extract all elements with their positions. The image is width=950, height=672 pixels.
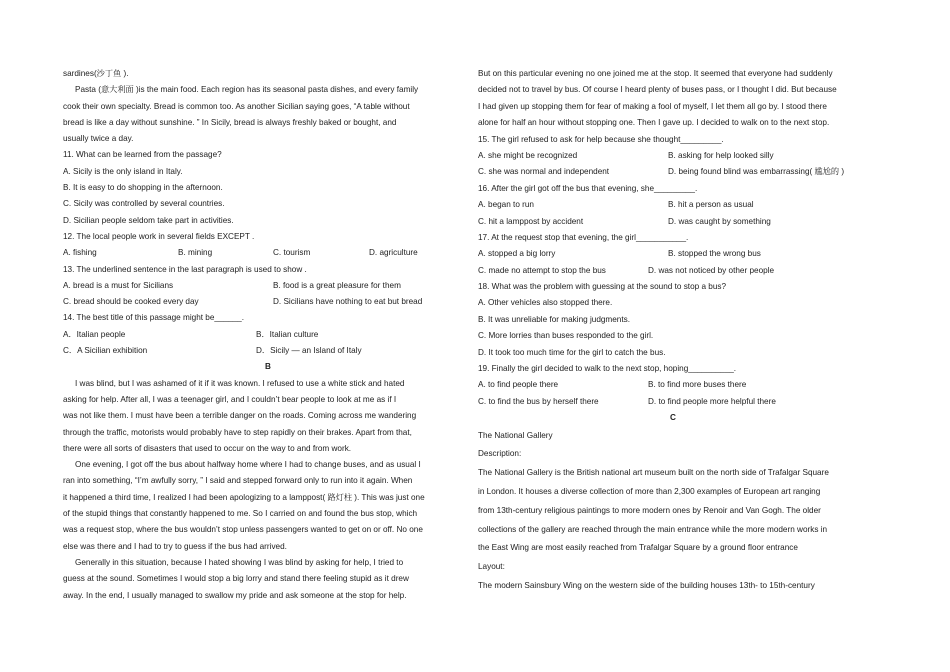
q14-option-b: B．Italian culture (256, 329, 319, 339)
q13-option-a: A. bread is a must for Sicilians (63, 280, 174, 290)
text-line: else was there and I had to try to guess if the bus had arrived. (63, 541, 287, 551)
text-line: The National Gallery is the British national art museum built on the north side of Trafalgar Square (478, 468, 829, 478)
q16-options-row1 (478, 197, 868, 213)
q13-options-row1 (63, 278, 473, 294)
q12-option-c: C. tourism (273, 248, 311, 258)
q15-options-row1 (478, 148, 868, 164)
q13-option-c: C. bread should be cooked every day (63, 297, 199, 307)
q17-options-row1 (478, 246, 868, 262)
layout-label: Layout: (478, 562, 505, 572)
question-15-stem: 15. The girl refused to ask for help because she thought_________. (478, 134, 724, 144)
q18-option-d: D. It took too much time for the girl to catch the bus. (478, 347, 666, 357)
q14-options-row1 (63, 327, 473, 343)
q15-option-c: C. she was normal and independent (478, 167, 610, 177)
text-line: guess at the sound. Sometimes I would stop a big lorry and stand there feeling stupid as it drew (63, 574, 409, 584)
q15-option-a: A. she might be recognized (478, 150, 578, 160)
q19-options-row1 (478, 377, 868, 393)
gallery-title: The National Gallery (478, 430, 553, 440)
q16-options-row2 (478, 214, 868, 230)
question-16-stem: 16. After the girl got off the bus that evening, she_________. (478, 183, 698, 193)
q14-options-row2 (63, 343, 473, 359)
question-17-stem: 17. At the request stop that evening, the girl___________. (478, 232, 689, 242)
text-line: there were all sorts of disasters that used to occur on the way to and from work. (63, 443, 352, 453)
q18-option-c: C. More lorries than buses responded to the girl. (478, 331, 654, 341)
text-line: was not like them. I must have been a terrible danger on the roads. Coming across me wandering (63, 411, 417, 421)
text-line: away. In the end, I usually managed to swallow my pride and ask someone at the stop for help. (63, 590, 407, 600)
section-heading-c: C (670, 413, 676, 423)
q19-option-a: A. to find people there (478, 380, 559, 390)
q17-options-row2 (478, 263, 868, 279)
q12-option-a: A. fishing (63, 248, 97, 258)
section-heading-b: B (265, 362, 271, 372)
text-line: I had given up stopping them for fear of making a fool of myself, I let them all go by. I stood there (478, 101, 827, 111)
q12-option-b: B. mining (178, 248, 213, 258)
text-line: I was blind, but I was ashamed of it if it was known. I refused to use a white stick and hated (75, 378, 405, 388)
q11-option-d: D. Sicilian people seldom take part in activities. (63, 215, 234, 225)
q13-option-d: D. Sicilians have nothing to eat but bread (273, 297, 423, 307)
question-14-stem: 14. The best title of this passage might be______. (63, 313, 245, 323)
q16-option-b: B. hit a person as usual (668, 200, 754, 210)
q15-option-b: B. asking for help looked silly (668, 150, 774, 160)
text-line: One evening, I got off the bus about halfway home where I had to change buses, and as usual I (75, 460, 421, 470)
text-line: Generally in this situation, because I hated showing I was blind by asking for help, I tried to (75, 557, 404, 567)
q17-option-d: D. was not noticed by other people (648, 265, 775, 275)
q11-option-a: A. Sicily is the only island in Italy. (63, 166, 183, 176)
q12-options (63, 245, 473, 261)
text-line: from 13th-century religious paintings to more modern ones by Renoir and Van Gogh. The older (478, 505, 821, 515)
question-11-stem: 11. What can be learned from the passage? (63, 150, 222, 160)
question-18-stem: 18. What was the problem with guessing at the sound to stop a bus? (478, 282, 727, 292)
text-line: bread is like a day without sunshine. ” In Sicily, bread is always freshly baked or bought, and (63, 117, 397, 127)
text-line: cook their own specialty. Bread is common too. As another Sicilian saying goes, “A table without (63, 101, 410, 111)
text-line: Pasta (意大利面 )is the main food. Each region has its seasonal pasta dishes, and every family (75, 85, 419, 95)
description-label: Description: (478, 449, 522, 459)
q19-options-row2 (478, 394, 868, 410)
q15-options-row2 (478, 164, 868, 180)
text-line: usually twice a day. (63, 134, 134, 144)
q11-option-c: C. Sicily was controlled by several countries. (63, 199, 225, 209)
text-line: The modern Sainsbury Wing on the western side of the building houses 13th- to 15th-century (478, 580, 815, 590)
q16-option-c: C. hit a lamppost by accident (478, 216, 584, 226)
text-line: decided not to travel by bus. Of course I heard plenty of buses pass, or I thought I did. But because (478, 85, 837, 95)
q14-option-a: A．Italian people (63, 329, 126, 339)
question-12-stem: 12. The local people work in several fields EXCEPT . (63, 231, 255, 241)
q13-option-b: B. food is a great pleasure for them (273, 280, 401, 290)
q15-option-d: D. being found blind was embarrassing( 尴尬的 ) (668, 167, 845, 177)
q19-option-d: D. to find people more helpful there (648, 396, 776, 406)
text-line: was a request stop, where the bus wouldn’t stop unless passengers wanted to get on or off. No one (63, 525, 423, 535)
text-line: collections of the gallery are reached through the main entrance while the more modern works in (478, 524, 828, 534)
q13-options-row2 (63, 294, 473, 310)
text-line: in London. It houses a diverse collection of more than 2,300 examples of European art ranging (478, 486, 821, 496)
left-column (63, 66, 473, 604)
q18-option-b: B. It was unreliable for making judgments. (478, 314, 630, 324)
q17-option-b: B. stopped the wrong bus (668, 249, 761, 259)
text-line: sardines(沙丁鱼 ). (63, 69, 129, 78)
q17-option-c: C. made no attempt to stop the bus (478, 265, 606, 275)
q14-option-d: D．Sicily — an Island of Italy (256, 346, 362, 356)
q19-option-b: B. to find more buses there (648, 380, 747, 390)
text-line: ran into something, “I’m awfully sorry, ” I said and stepped forward only to run into it again. When (63, 476, 413, 486)
q14-option-c: C．A Sicilian exhibition (63, 346, 148, 356)
text-line: the East Wing are most easily reached from Trafalgar Square by a ground floor entrance (478, 543, 798, 553)
q11-option-b: B. It is easy to do shopping in the afternoon. (63, 183, 223, 193)
q17-option-a: A. stopped a big lorry (478, 249, 556, 259)
q16-option-d: D. was caught by something (668, 216, 771, 226)
q18-option-a: A. Other vehicles also stopped there. (478, 298, 613, 308)
text-line: asking for help. After all, I was a teenager girl, and I couldn’t bear people to look at me as if I (63, 394, 397, 404)
question-13-stem: 13. The underlined sentence in the last paragraph is used to show . (63, 264, 307, 274)
q12-option-d: D. agriculture (369, 248, 418, 258)
q16-option-a: A. began to run (478, 200, 534, 210)
right-column (478, 66, 868, 596)
text-line: it happened a third time, I realized I had been apologizing to a lamppost( 路灯柱 ). This was just one (63, 492, 425, 502)
question-19-stem: 19. Finally the girl decided to walk to the next stop, hoping__________. (478, 364, 737, 374)
q19-option-c: C. to find the bus by herself there (478, 396, 599, 406)
text-line: But on this particular evening no one joined me at the stop. It seemed that everyone had suddenly (478, 69, 833, 78)
text-line: through the traffic, motorists would probably have to step rapidly on their brakes. Apart from that, (63, 427, 412, 437)
text-line: of the stupid things that constantly happened to me. So I carried on and found the bus stop, which (63, 509, 418, 519)
text-line: alone for half an hour without stopping one. Then I gave up. I decided to walk on to the next stop. (478, 118, 830, 128)
